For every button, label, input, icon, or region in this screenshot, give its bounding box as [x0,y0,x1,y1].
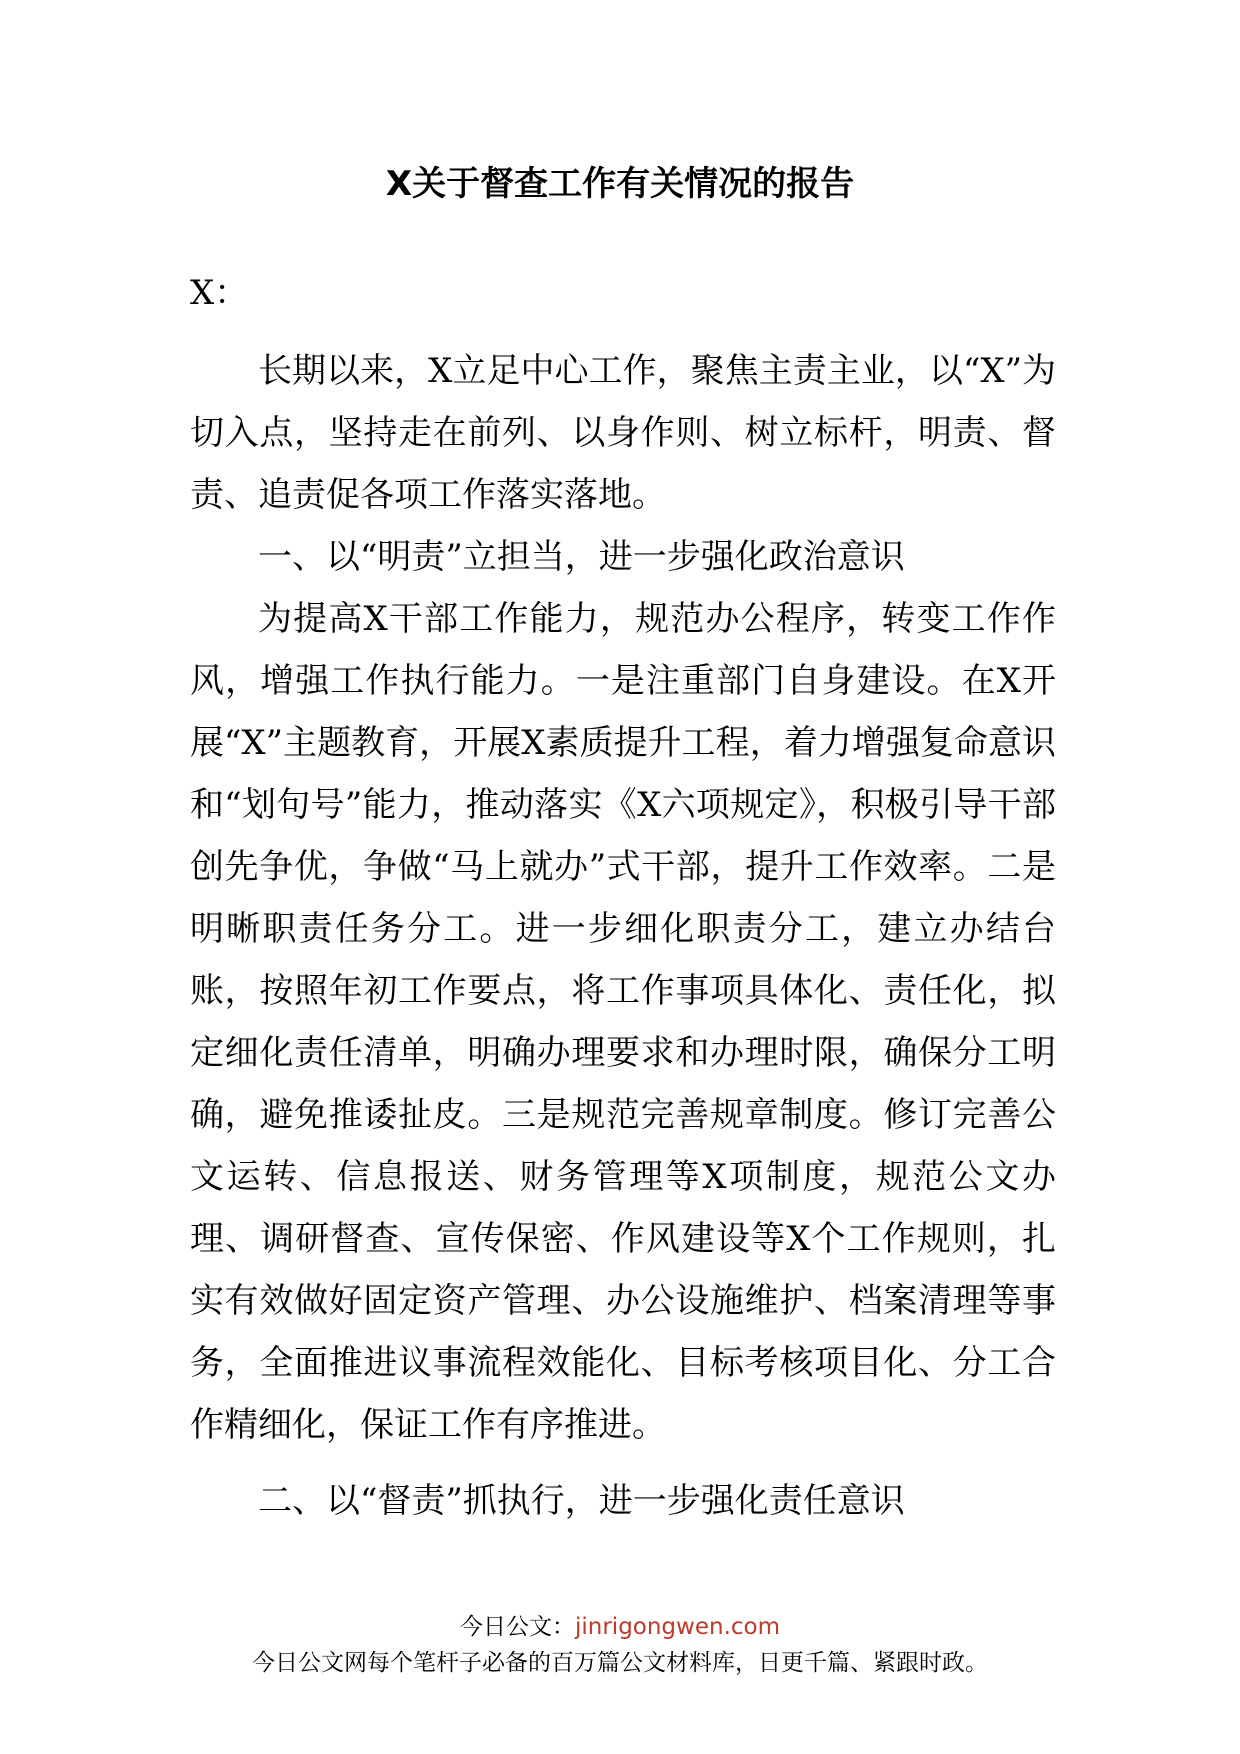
footer-label: 今日公文： [459,1614,575,1640]
footer-site-line [0,1612,1240,1642]
section-heading-1: 一、以“明责”立担当，进一步强化政治意识 [258,537,905,577]
document-title: X关于督查工作有关情况的报告 [385,164,855,204]
paragraph-intro: 长期以来，X立足中心工作，聚焦主责主业，以“X”为切入点，坚持走在前列、以身作则、树立标杆，明责、督责、追责促各项工作落实落地。 [190,351,1056,515]
paragraph-section-1: 为提高X干部工作能力，规范办公程序，转变工作作风，增强工作执行能力。一是注重部门自身建设。在X开展“X”主题教育，开展X素质提升工程，着力增强复命意识和“划句号”能力，推动落实《X六项规定》，积极引导干部创先争优，争做“马上就办”式干部，提升工作效率。二是明晰职责任务分工。进一步细化职责分工，建立办结台账，按照年初工作要点，将工作事项具体化、责任化，拟定细化责任清单，明确办理要求和办理时限，确保分工明确，避免推诿扯皮。三是规范完善规章制度。修订完善公文运转、信息报送、财务管理等X项制度，规范公文办理、调研督查、宣传保密、作风建设等X个工作规则，扎实有效做好固定资产管理、办公设施维护、档案清理等事务，全面推进议事流程效能化、目标考核项目化、分工合作精细化，保证工作有序推进。 [190,599,1056,1445]
document-body [190,262,1056,1532]
salutation: X： [190,273,249,313]
footer-slogan: 今日公文网每个笔杆子必备的百万篇公文材料库，日更千篇、紧跟时政。 [252,1650,988,1676]
footer-url-link[interactable]: jinrigongwen.com [574,1614,781,1640]
section-heading-2: 二、以“督责”抓执行，进一步强化责任意识 [258,1481,905,1521]
